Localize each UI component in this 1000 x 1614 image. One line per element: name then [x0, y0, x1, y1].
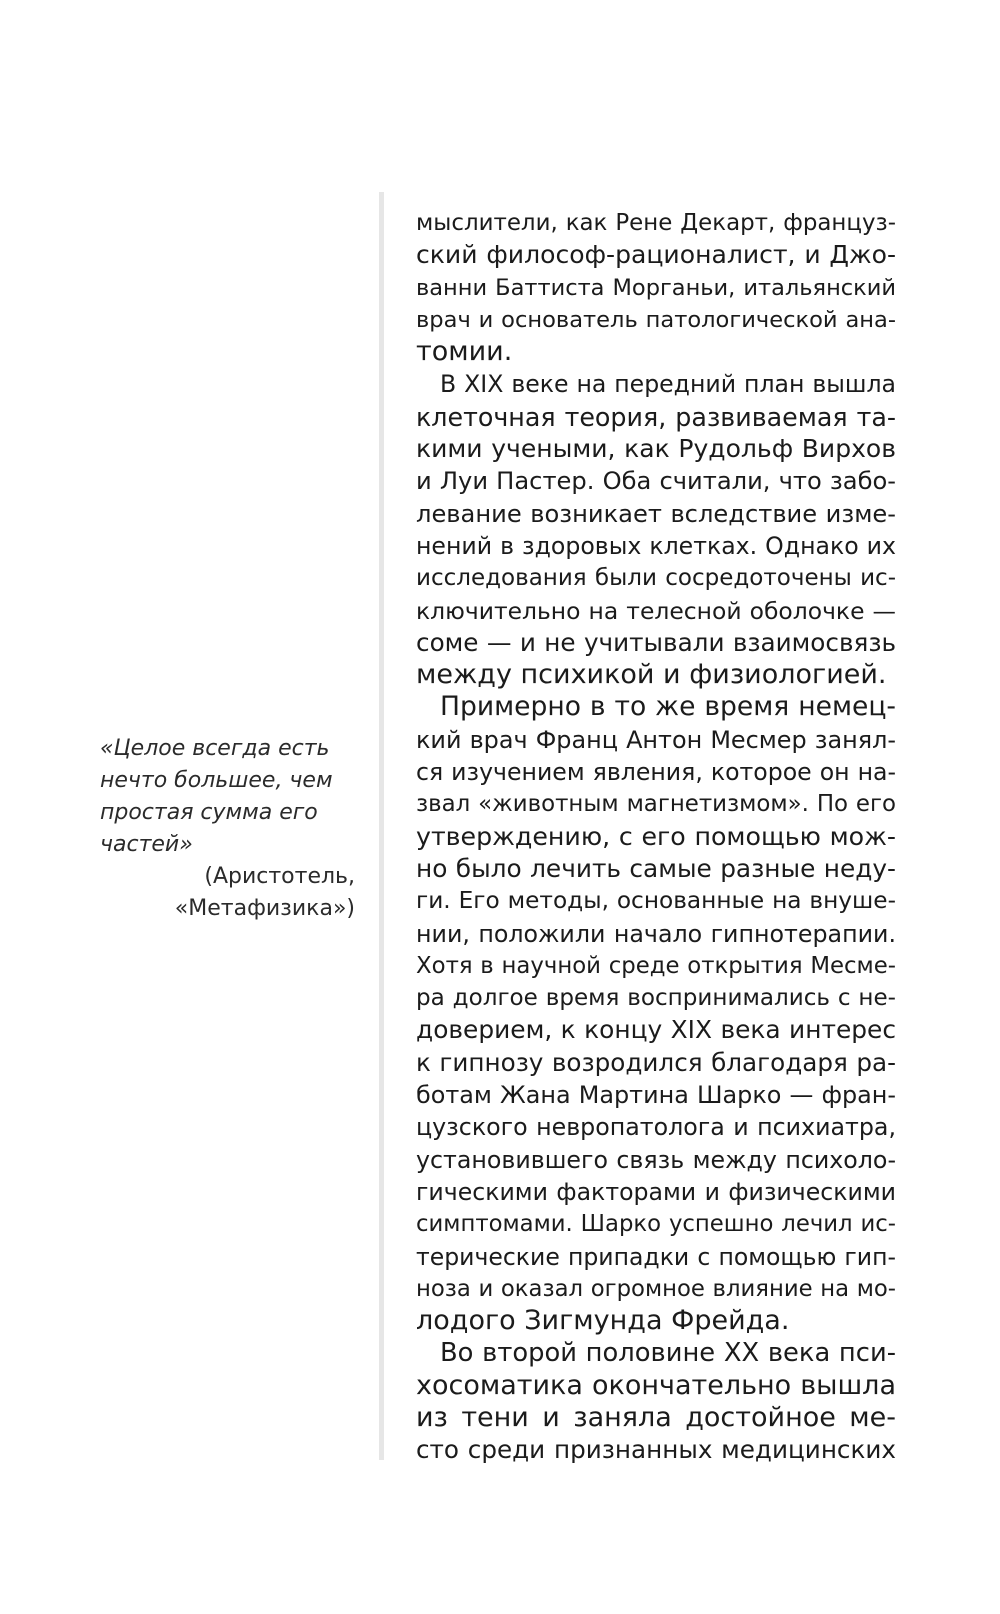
main-text — [416, 207, 896, 1467]
text-line: кими учеными, как Рудольф Вирхов — [416, 434, 896, 464]
text-line: из тени и заняла достойное ме- — [416, 1401, 896, 1433]
text-line: исследования были сосредоточены ис- — [416, 565, 896, 592]
text-line: врач и основатель патологической ана- — [416, 306, 896, 333]
text-line: и Луи Пастер. Оба считали, что забо- — [416, 467, 896, 496]
text-line: сто среди признанных медицинских — [416, 1435, 896, 1465]
text-line: утверждению, с его помощью мож- — [416, 821, 896, 851]
quote-attribution: «Метафизика») — [174, 896, 355, 921]
quote-line: «Целое всегда есть — [100, 736, 330, 761]
margin-divider — [379, 192, 384, 1460]
margin-quote — [100, 733, 355, 925]
text-line: ра долгое время воспринимались с не- — [416, 985, 896, 1012]
text-line: клеточная теория, развиваемая та- — [416, 401, 896, 432]
text-line: соме — и не учитывали взаимосвязь — [416, 627, 896, 657]
text-line: к гипнозу возродился благодаря ра- — [416, 1047, 896, 1077]
text-line: звал «животным магнетизмом». По его — [416, 791, 896, 818]
text-line: ский философ-рационалист, и Джо- — [416, 240, 896, 270]
paragraph — [416, 691, 896, 1337]
text-line: симптомами. Шарко успешно лечил ис- — [416, 1211, 896, 1238]
text-line: Во второй половине XX века пси- — [440, 1338, 896, 1369]
text-line: Хотя в научной среде открытия Месме- — [416, 952, 896, 979]
text-line: левание возникает вследствие изме- — [416, 499, 896, 528]
paragraph — [416, 207, 896, 368]
text-line: ноза и оказал огромное влияние на мо- — [416, 1275, 896, 1302]
quote-attribution: (Аристотель, — [204, 864, 355, 889]
quote-line: простая сумма его — [100, 800, 318, 825]
text-line: цузского невропатолога и психиатра, — [416, 1113, 896, 1142]
text-line: терические припадки с помощью гип- — [416, 1242, 896, 1271]
text-line: Примерно в то же время немец- — [440, 691, 896, 723]
text-line: хосоматика окончательно вышла — [416, 1369, 896, 1401]
text-line: но было лечить самые разные неду- — [416, 853, 896, 883]
paragraph — [416, 1337, 896, 1466]
text-line: нений в здоровых клетках. Однако их — [416, 531, 896, 560]
text-line: лодого Зигмунда Фрейда. — [416, 1305, 790, 1337]
text-line: ванни Баттиста Морганьи, итальянский — [416, 274, 896, 301]
text-line: мыслители, как Рене Декарт, француз- — [416, 210, 896, 236]
text-line: томии. — [416, 336, 513, 368]
text-line: нии, положили начало гипнотерапии. — [416, 919, 896, 948]
text-line: В XIX веке на передний план вышла — [440, 370, 896, 399]
text-line: между психикой и физиологией. — [416, 659, 887, 691]
text-line: ги. Его методы, основанные на внуше- — [416, 887, 896, 915]
text-line: гическими факторами и физическими — [416, 1177, 896, 1206]
quote-line: частей» — [100, 832, 193, 857]
text-line: кий врач Франц Антон Месмер занял- — [416, 725, 896, 754]
text-line: установившего связь между психоло- — [416, 1145, 896, 1174]
paragraph — [416, 368, 896, 691]
text-line: ботам Жана Мартина Шарко — фран- — [416, 1081, 896, 1110]
text-line: ся изучением явления, которое он на- — [416, 758, 896, 787]
quote-line: нечто большее, чем — [100, 768, 333, 793]
text-line: доверием, к концу XIX века интерес — [416, 1015, 896, 1045]
text-line: ключительно на телесной оболочке — — [416, 596, 896, 625]
